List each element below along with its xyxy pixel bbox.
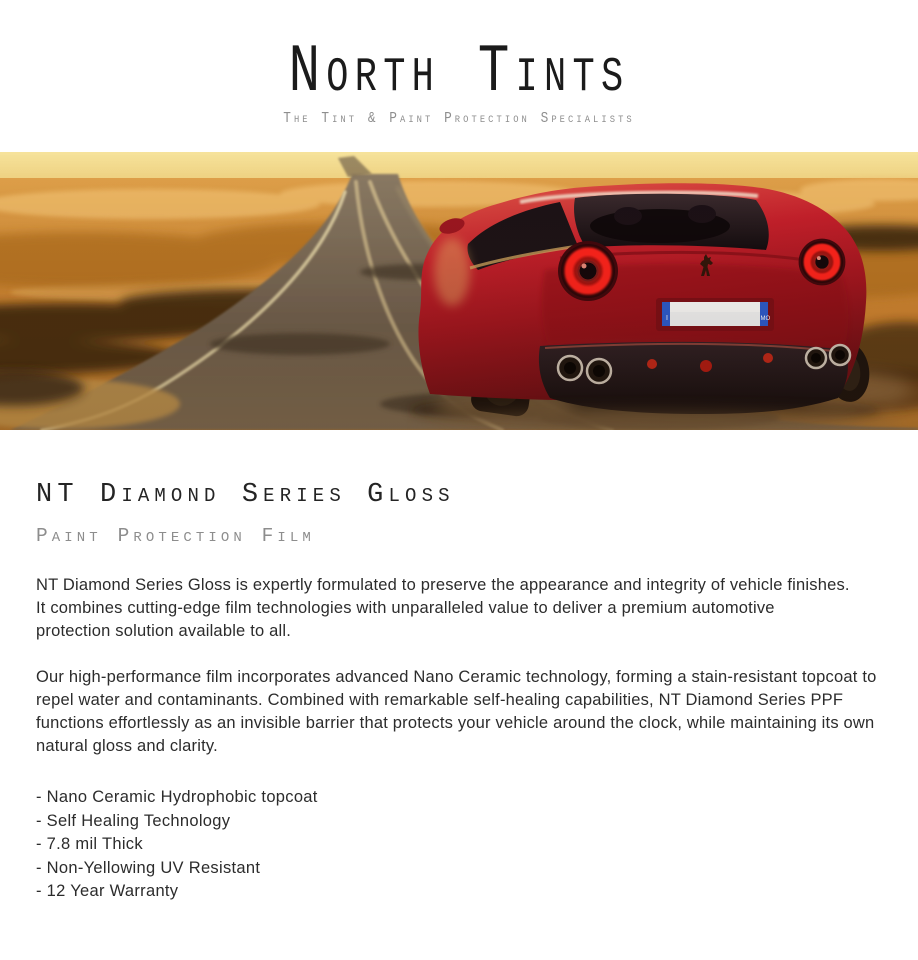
product-title: NT Diamond Series Gloss <box>36 480 455 510</box>
site-header <box>0 0 918 152</box>
product-subtitle: Paint Protection Film <box>36 525 315 547</box>
brand-tagline: The Tint & Paint Protection Specialists <box>283 111 635 127</box>
product-description-2: Our high-performance film incorporates advanced Nano Ceramic technology, forming a stain-resistant topcoat to repel water and contaminants. Combined with remarkable self-healing capabilities, NT Diamond Series PPF functions effortlessly as an invisible barrier that protects your vehicle around the clock, while maintaining its own natural gloss and clarity. <box>36 668 877 755</box>
feature-list <box>36 786 892 904</box>
hero-illustration <box>0 152 918 430</box>
brand-logo: North Tints <box>288 34 630 111</box>
feature-item-uv-resistant: - Non-Yellowing UV Resistant <box>36 858 261 877</box>
feature-item-warranty: - 12 Year Warranty <box>36 882 179 900</box>
feature-item-nano-ceramic: - Nano Ceramic Hydrophobic topcoat <box>36 788 318 806</box>
vignette-overlay <box>0 152 918 430</box>
feature-item-self-healing: - Self Healing Technology <box>36 811 231 830</box>
feature-item-thickness: - 7.8 mil Thick <box>36 835 143 853</box>
hero-image <box>0 152 918 430</box>
product-description-1: NT Diamond Series Gloss is expertly formulated to preserve the appearance and integrity of vehicle finishes. It combines cutting-edge film technologies with unparalleled value to deliver a premium automotive protection solution available to all. <box>36 576 850 640</box>
product-section <box>0 480 918 904</box>
